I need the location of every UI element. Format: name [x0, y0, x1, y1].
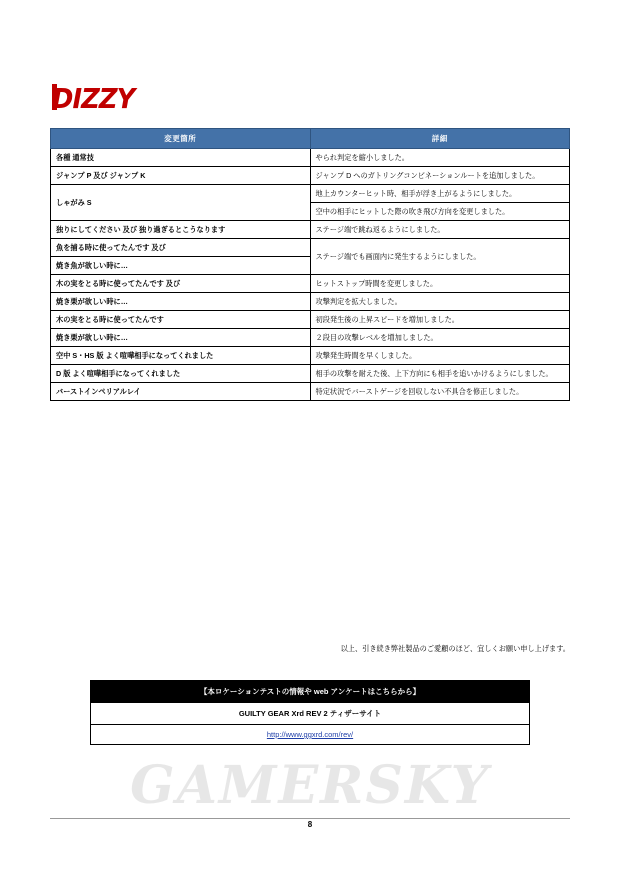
page-title: DIZZY [52, 82, 135, 115]
cell-detail: 相手の攻撃を耐えた後、上下方向にも相手を追いかけるようにしました。 [310, 365, 570, 383]
table-row [51, 293, 570, 311]
table-row [51, 329, 570, 347]
column-header-detail: 詳細 [310, 129, 570, 149]
table-row [51, 275, 570, 293]
footer-info-box [90, 680, 530, 745]
cell-move: 独りにしてください 及び 独り過ぎるとこうなります [51, 221, 311, 239]
table-row [51, 167, 570, 185]
table-row [51, 383, 570, 401]
watermark: GAMERSKY [130, 755, 490, 816]
table-row [51, 311, 570, 329]
cell-detail: ジャンプ D へのガトリングコンビネーションルートを追加しました。 [310, 167, 570, 185]
table-header-row [51, 129, 570, 149]
footer-sub-row [91, 703, 530, 725]
cell-detail: 地上カウンターヒット時、相手が浮き上がるようにしました。 [310, 185, 570, 203]
cell-detail: 初段発生後の上昇スピードを増加しました。 [310, 311, 570, 329]
table-row [51, 185, 570, 203]
table-row [51, 347, 570, 365]
table-row [51, 365, 570, 383]
cell-detail: ２段目の攻撃レベルを増加しました。 [310, 329, 570, 347]
cell-detail: 攻撃発生時間を早くしました。 [310, 347, 570, 365]
cell-move: しゃがみ S [51, 185, 311, 221]
page-number: 8 [307, 820, 313, 829]
cell-move: 木の実をとる時に使ってたんです 及び [51, 275, 311, 293]
footer-link-cell[interactable] [91, 725, 530, 745]
cell-move: 焼き栗が欲しい時に… [51, 329, 311, 347]
closing-note: 以上、引き続き弊社製品のご愛顧のほど、宜しくお願い申し上げます。 [340, 644, 570, 653]
footer-divider [50, 818, 570, 819]
footer-link-row [91, 725, 530, 745]
cell-move: 各種 通常技 [51, 149, 311, 167]
cell-detail: ヒットストップ時間を変更しました。 [310, 275, 570, 293]
change-list-table [50, 128, 570, 401]
cell-move: バーストインペリアルレイ [51, 383, 311, 401]
cell-move: 魚を捕る時に使ってたんです 及び [51, 239, 311, 257]
cell-detail: ステージ端で跳ね返るようにしました。 [310, 221, 570, 239]
footer-head-row [91, 681, 530, 703]
cell-move: 空中 S・HS 版 よく喧嘩相手になってくれました [51, 347, 311, 365]
cell-detail: 特定状況でバーストゲージを回収しない不具合を修正しました。 [310, 383, 570, 401]
cell-detail: やられ判定を縮小しました。 [310, 149, 570, 167]
footer-subheading: GUILTY GEAR Xrd REV 2 ティザーサイト [91, 703, 530, 725]
cell-detail: ステージ端でも画面内に発生するようにしました。 [310, 239, 570, 275]
footer-heading: 【本ロケーションテストの情報や web アンケートはこちらから】 [91, 681, 530, 703]
table-row [51, 221, 570, 239]
cell-move: 焼き栗が欲しい時に… [51, 293, 311, 311]
cell-move: D 版 よく喧嘩相手になってくれました [51, 365, 311, 383]
cell-move: 焼き魚が欲しい時に… [51, 257, 311, 275]
cell-move: ジャンプ P 及び ジャンプ K [51, 167, 311, 185]
cell-move: 木の実をとる時に使ってたんです [51, 311, 311, 329]
cell-detail: 攻撃判定を拡大しました。 [310, 293, 570, 311]
column-header-move: 変更箇所 [51, 129, 311, 149]
table-row [51, 149, 570, 167]
cell-detail: 空中の相手にヒットした際の吹き飛び方向を変更しました。 [310, 203, 570, 221]
table-row [51, 239, 570, 257]
teaser-site-link[interactable]: http://www.ggxrd.com/rev/ [266, 730, 354, 739]
